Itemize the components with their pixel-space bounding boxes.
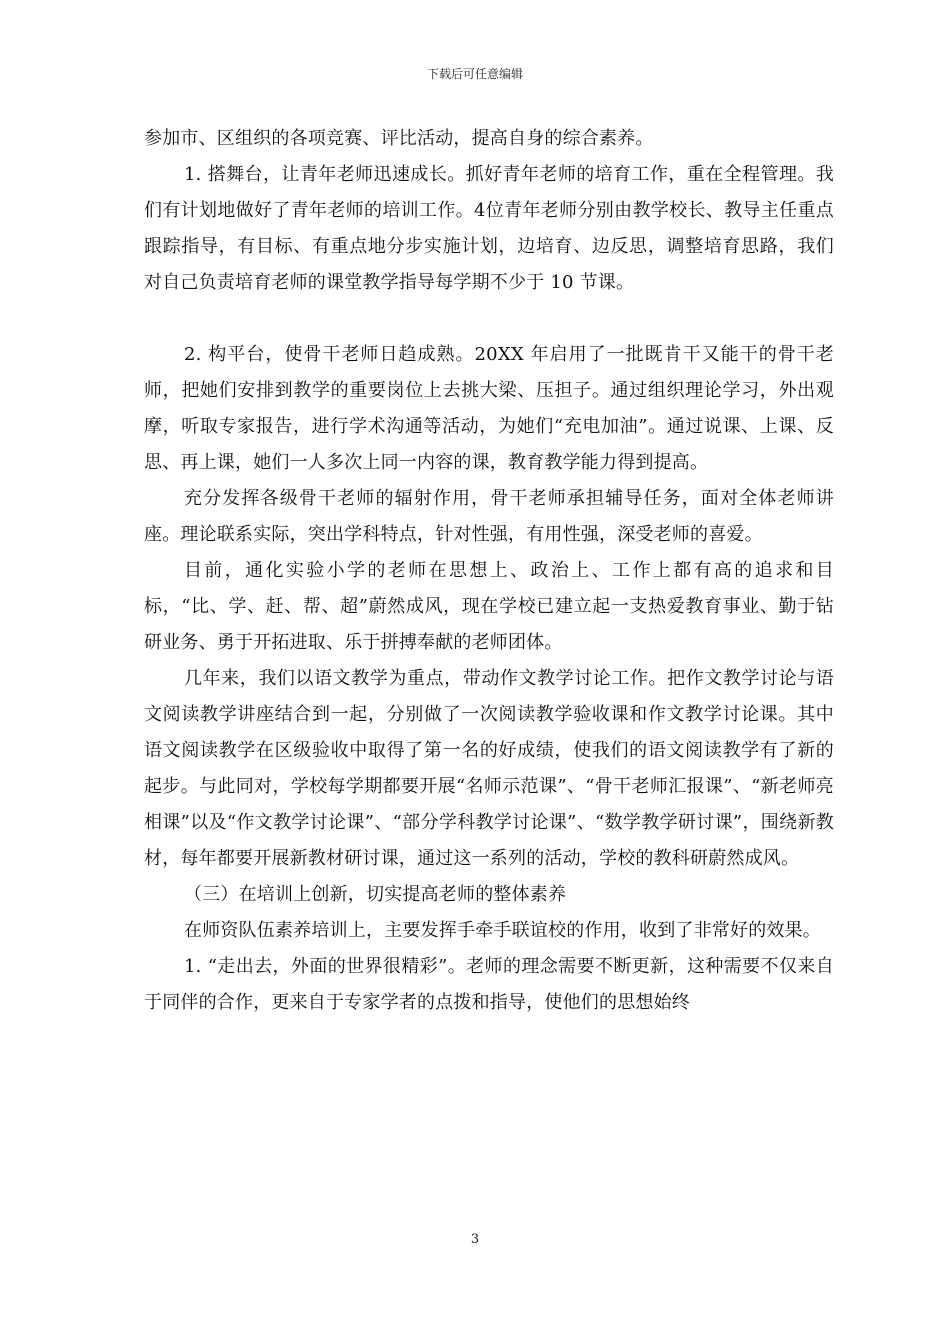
page-header-note: 下载后可任意编辑 (426, 67, 523, 81)
paragraph-item-1-youth-teachers: 1. 搭舞台，让青年老师迅速成长。抓好青年老师的培育工作，重在全程管理。我们有计划地做好了青年老师的培训工作。4位青年老师分别由教学校长、教导主任重点跟踪指导，有目标、有重点地分步实施计划，边培育、边反思，调整培育思路，我们对自己负责培育老师的课堂教学指导每学期不少于 10 节课。 (144, 164, 834, 293)
paragraph-continuation: 参加市、区组织的各项竞赛、评比活动，提高自身的综合素养。 (144, 128, 654, 149)
paragraph-teaching-research: 几年来，我们以语文教学为重点，带动作文教学讨论工作。把作文教学讨论与语文阅读教学讲座结合到一起，分别做了一次阅读教学验收课和作文教学讨论课。其中语文阅读教学在区级验收中取得了第一名的好成绩，使我们的语文阅读教学有了新的起步。与此同对，学校每学期都要开展“名师示范课”、“骨干老师汇报课”、“新老师亮相课”以及“作文教学讨论课”、“部分学科教学讨论课”、“数学教学研讨课”，围绕新教材，每年都要开展新教材研讨课，通过这一系列的活动，学校的教科研蔚然成风。 (144, 668, 834, 869)
paragraph-backbone-radiation: 充分发挥各级骨干老师的辐射作用，骨干老师承担辅导任务，面对全体老师讲座。理论联系实际，突出学科特点，针对性强，有用性强，深受老师的喜爱。 (144, 488, 834, 545)
paragraph-item-1-go-out: 1. “走出去，外面的世界很精彩”。老师的理念需要不断更新，这种需要不仅来自于同伴的合作，更来自于专家学者的点拨和指导，使他们的思想始终 (144, 956, 834, 1013)
paragraph-item-2-backbone-teachers: 2. 构平台，使骨干老师日趋成熟。20XX 年启用了一批既肯干又能干的骨干老师，把她们安排到教学的重要岗位上去挑大梁、压担子。通过组织理论学习，外出观摩，听取专家报告，进行学术沟通等活动，为她们“充电加油”。通过说课、上课、反思、再上课，她们一人多次上同一内容的课，教育教学能力得到提高。 (144, 344, 834, 473)
document-body (144, 121, 834, 1021)
paragraph-training-effect: 在师资队伍素养培训上，主要发挥手牵手联谊校的作用，收到了非常好的效果。 (184, 920, 821, 941)
page-number: 3 (470, 1232, 480, 1247)
section-heading-training-innovation: （三）在培训上创新，切实提高老师的整体素养 (184, 884, 567, 905)
paragraph-current-status: 目前，通化实验小学的老师在思想上、政治上、工作上都有高的追求和目标，“比、学、赶、帮、超”蔚然成风，现在学校已建立起一支热爱教育事业、勤于钻研业务、勇于开拓进取、乐于拼搏奉献的老师团体。 (144, 560, 834, 653)
